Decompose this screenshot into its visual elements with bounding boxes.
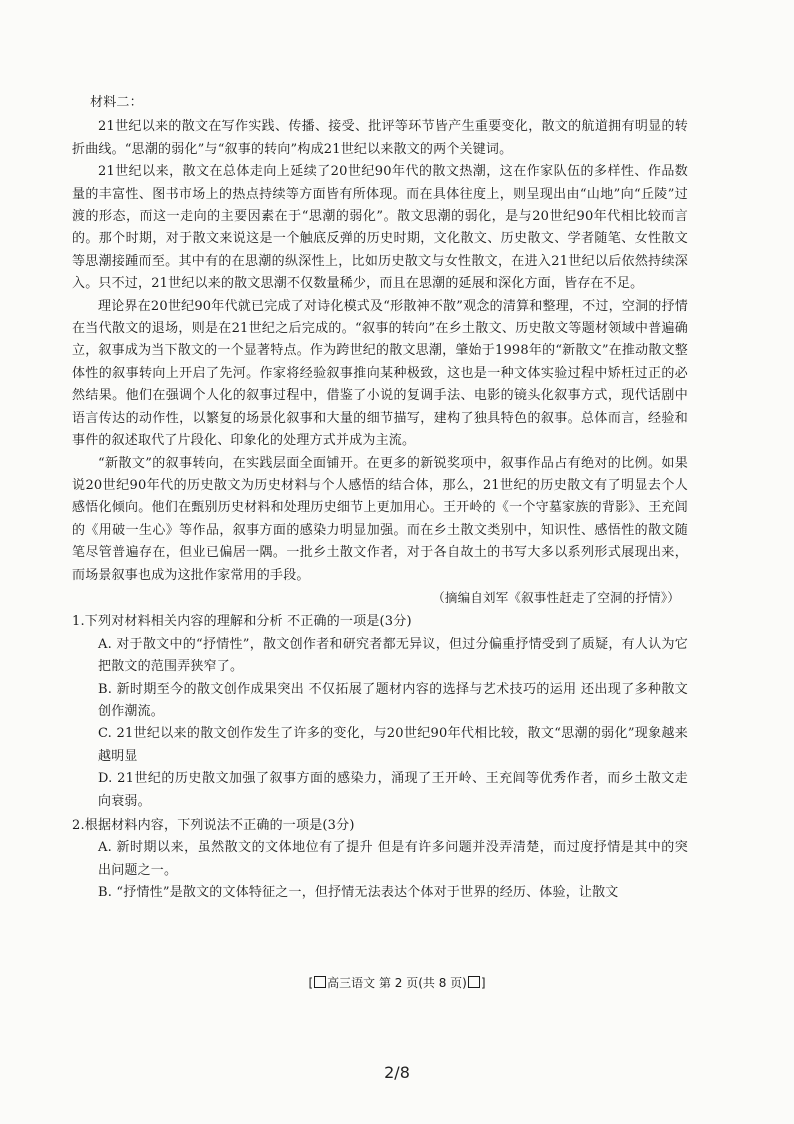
page-content [72,92,688,905]
page-footer [0,974,794,991]
footer-bracket-open: [ [308,976,314,990]
option-a: A. 新时期以来，虽然散文的文体地位有了提升 但是有许多问题并没弄清楚，而过度抒情是其中的突出问题之一。 [98,840,688,878]
option-a: A. 对于散文中的“抒情性”，散文创作者和研究者都无异议，但过分偏重抒情受到了质疑，有人认为它把散文的范围弄狭窄了。 [98,636,688,675]
footer-bracket-close: ] [480,976,486,990]
question-stem: 1.下列对材料相关内容的理解和分析 不正确的一项是(3分) [72,614,412,630]
question-1 [72,611,688,813]
paragraph-1: 21世纪以来的散文在写作实践、传播、接受、批评等环节皆产生重要变化，散文的航道拥有明显的转折曲线。“思潮的弱化”与“叙事的转向”构成21世纪以来散文的两个关键词。 [72,119,688,157]
paragraph-2: 21世纪以来，散文在总体走向上延续了20世纪90年代的散文热潮，这在作家队伍的多样性、作品数量的丰富性、图书市场上的热点持续等方面皆有所体现。而在具体往度上，则呈现出由“山地”向“丘陵”过渡的形态，而这一走向的主要因素在于“思潮的弱化”。散文思潮的弱化，是与20世纪90年代相比较而言的。那个时期，对于散文来说这是一个触底反弹的历史时期，文化散文、历史散文、学者随笔、女性散文等思潮接踵而至。其中有的在思潮的纵深性上，比如历史散文与女性散文，在进入21世纪以后依然持续深入。只不过，21世纪以来的散文思潮不仅数量稀少，而且在思潮的延展和深化方面，皆存在不足。 [72,164,688,292]
footer-text: 高三语文 第 2 页(共 8 页) [327,976,467,990]
option-d: D. 21世纪的历史散文加强了叙事方面的感染力，涌现了王开岭、王充闾等优秀作者，而乡土散文走向衰弱。 [98,771,688,809]
option-c: C. 21世纪以来的散文创作发生了许多的变化，与20世纪90年代相比较，散文“思潮的弱化”现象越来越明显 [98,726,688,764]
paragraph-3: 理论界在20世纪90年代就已完成了对诗化模式及“形散神不散”观念的清算和整理，不过，空洞的抒情在当代散文的退场，则是在21世纪之后完成的。“叙事的转向”在乡土散文、历史散文等题材领域中普遍确立，叙事成为当下散文的一个显著特点。作为跨世纪的散文思潮，肇始于1998年的“新散文”在推动散文整体性的叙事转向上开启了先河。作家将经验叙事推向某种极致，这也是一种文体实验过程中矫枉过正的必然结果。他们在强调个人化的叙事过程中，借鉴了小说的复调手法、电影的镜头化叙事方式，现代话剧中语言传达的动作性，以繁复的场景化叙事和大量的细节描写，建构了独具特色的叙事。总体而言，经验和事件的叙述取代了片段化、印象化的处理方式并成为主流。 [72,298,688,449]
paragraph-4: “新散文”的叙事转向，在实践层面全面铺开。在更多的新锐奖项中，叙事作品占有绝对的比例。如果说20世纪90年代的历史散文为历史材料与个人感悟的结合体，那么，21世纪的历史散文有了明显去个人感悟化倾向。他们在甄别历史材料和处理历史细节上更加用心。王开岭的《一个守墓家族的背影》、王充闾的《用破一生心》等作品，叙事方面的感染力明显加强。而在乡土散文类别中，知识性、感悟性的散文随笔尽管普遍存在，但业已偏居一隅。一批乡土散文作者，对于各自故土的书写大多以系列形式展现出来，而场景叙事也成为这批作家常用的手段。 [72,455,688,583]
option-b: B. “抒情性”是散文的文体特征之一，但抒情无法表达个体对于世界的经历、体验，让散文 [98,885,619,901]
question-2 [72,815,688,905]
question-stem: 2.根据材料内容，下列说法不正确的一项是(3分) [72,818,355,833]
page-indicator: 2/8 [384,1063,410,1082]
material-title: 材料二： [90,95,143,110]
checkbox-square-icon [468,976,480,988]
source-citation: （摘编自刘军《叙事性赶走了空洞的抒情》） [432,589,680,605]
checkbox-square-icon [314,976,326,988]
option-b: B. 新时期至今的散文创作成果突出 不仅拓展了题材内容的选择与艺术技巧的运用 还出现了多种散文创作潮流。 [98,681,688,719]
